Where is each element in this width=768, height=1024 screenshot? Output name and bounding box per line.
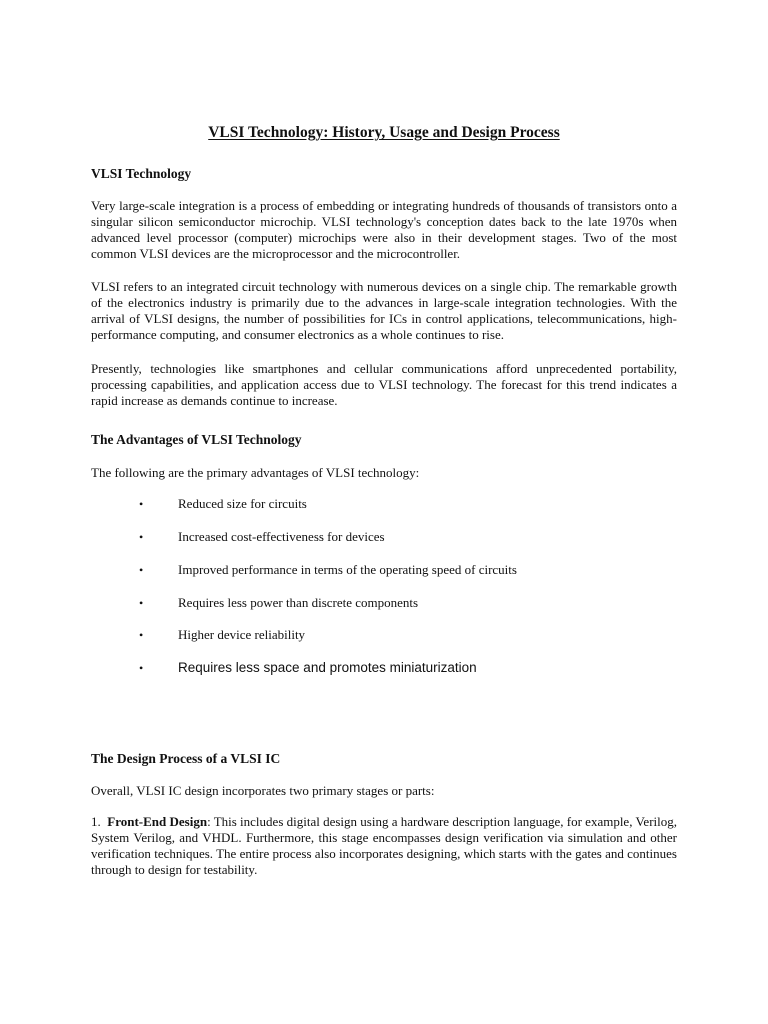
bullet-text: Requires less space and promotes miniaturization xyxy=(178,660,477,675)
step-term: Front-End Design xyxy=(107,814,208,829)
bullet-text: Higher device reliability xyxy=(178,627,306,642)
bullet-dot-icon: • xyxy=(139,661,144,675)
bullet-dot-icon: • xyxy=(139,497,144,511)
bullet-text: Improved performance in terms of the operating speed of circuits xyxy=(178,562,517,577)
paragraph-advantages-intro: The following are the primary advantages of VLSI technology: xyxy=(91,465,420,480)
section-heading-design-process: The Design Process of a VLSI IC xyxy=(91,751,281,766)
paragraph-vlsi-intro: Very large-scale integration is a process of embedding or integrating hundreds of thousands of transistors onto a singular silicon semiconductor microchip. VLSI technology's conception dates back to the late 1970s when advanced level processor (computer) microchips were also in their development stages. Two of the most common VLSI devices are the microprocessor and the microcontroller. xyxy=(91,198,677,261)
bullet-dot-icon: • xyxy=(139,628,144,642)
bullet-dot-icon: • xyxy=(139,563,144,577)
bullet-dot-icon: • xyxy=(139,596,144,610)
paragraph-vlsi-growth: VLSI refers to an integrated circuit technology with numerous devices on a single chip. The remarkable growth of the electronics industry is primarily due to the advances in large-scale integration technologies. With the arrival of VLSI designs, the number of possibilities for ICs in control applications, telecommunications, high-performance computing, and consumer electronics as a whole continues to rise. xyxy=(91,279,677,342)
step-description: : This includes digital design using a hardware description language, for example, Verilog, System Verilog, and VHDL. Furthermore, this stage encompasses design verification via simulation and other verification techniques. The entire process also incorporates designing, which starts with the gates and continues through to design for testability. xyxy=(91,814,677,877)
section-heading-advantages: The Advantages of VLSI Technology xyxy=(91,432,302,447)
bullet-text: Requires less power than discrete components xyxy=(178,595,419,610)
section-heading-vlsi-technology: VLSI Technology xyxy=(91,166,192,181)
paragraph-vlsi-present: Presently, technologies like smartphones and cellular communications afford unprecedented portability, processing capabilities, and application access due to VLSI technology. The forecast for this trend indicates a rapid increase as demands continue to increase. xyxy=(91,361,677,408)
step-number: 1. xyxy=(91,814,101,829)
paragraph-front-end-design xyxy=(91,814,677,878)
bullet-dot-icon: • xyxy=(139,530,144,544)
paragraph-design-intro: Overall, VLSI IC design incorporates two primary stages or parts: xyxy=(91,783,435,798)
bullet-text: Reduced size for circuits xyxy=(178,496,307,511)
document-title: VLSI Technology: History, Usage and Design Process xyxy=(208,124,560,141)
bullet-text: Increased cost-effectiveness for devices xyxy=(178,529,385,544)
